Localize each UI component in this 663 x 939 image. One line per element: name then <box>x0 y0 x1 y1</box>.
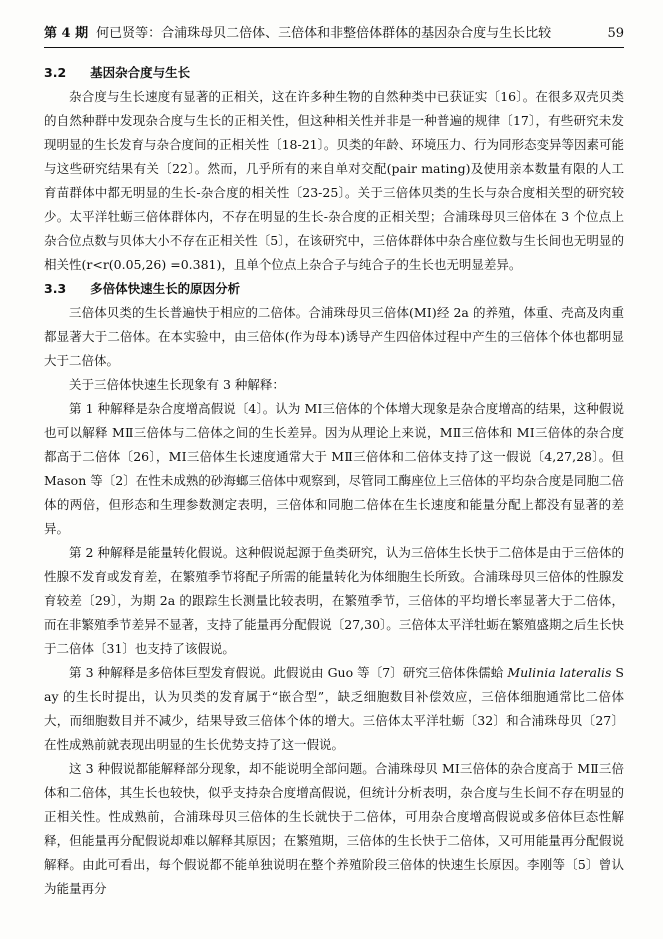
paragraph-explanation-2: 第 2 种解释是能量转化假说。这种假说起源于鱼类研究，认为三倍体生长快于二倍体是由于三倍体的性腺不发育或发育差，在繁殖季节将配子所需的能量转化为体细胞生长所致。合浦珠母贝三倍体的性腺发育较差〔29〕，为期 2a 的跟踪生长测量比较表明，在繁殖季节，三倍体的平均增长率显著大于二倍体，而在非繁殖季节差异不显著，支持了能量再分配假说〔27,30〕。三倍体太平洋牡蛎在繁殖盛期之后生长快于二倍体〔31〕也支持了该假说。 <box>44 545 624 656</box>
header-left <box>44 26 551 42</box>
paragraph-explanation-1: 第 1 种解释是杂合度增高假说〔4〕。认为 MⅠ三倍体的个体增大现象是杂合度增高的结果，这种假说也可以解释 MⅡ三倍体与二倍体之间的生长差异。因为从理论上来说，MⅡ三倍体和 MⅠ三倍体的杂合度都高于二倍体〔26〕，MⅠ三倍体生长速度通常大于 MⅡ三倍体和二倍体支持了这一假说〔4,27,28〕。但 Mason 等〔2〕在性未成熟的砂海螂三倍体中观察到，尽管同工酶座位上三倍体的平均杂合度是同胞二倍体的两倍，但形态和生理参数测定表明，三倍体和同胞二倍体在生长速度和能量分配上都没有显著的差异。 <box>44 401 624 536</box>
header-rule <box>44 47 624 48</box>
section-heading-3-2 <box>44 61 624 85</box>
paragraph-heterozygosity-growth: 杂合度与生长速度有显著的正相关，这在许多种生物的自然种类中已获证实〔16〕。在很多双壳贝类的自然种群中发现杂合度与生长的正相关性，但这种相关性并非是一种普遍的规律〔17〕，有些研究未发现明显的生长发育与杂合度间的正相关性〔18-21〕。贝类的年龄、环境压力、行为同形态变异等因素可能与这些研究结果有关〔22〕。然而，几乎所有的来自单对交配(pair mating)及使用亲本数量有限的人工育苗群体中都无明显的生长-杂合度的相关性〔23-25〕。关于三倍体贝类的生长与杂合度相关型的研究较少。太平洋牡蛎三倍体群体内，不存在明显的生长-杂合度的正相关型；合浦珠母贝三倍体在 3 个位点上杂合位点数与贝体大小不存在正相关性〔5〕，在该研究中，三倍体群体中杂合座位数与生长间也无明显的相关性(r<r(0.05,26) =0.381)，且单个位点上杂合子与纯合子的生长也无明显差异。 <box>44 89 624 272</box>
page-number: 59 <box>607 26 624 41</box>
text-fragment: Say 的生长时提出，认为贝类的发育属于“嵌合型”，缺乏细胞数目补偿效应，三倍体细胞通常比二倍体大，而细胞数目并不减少，结果导致三倍体个体的增大。三倍体太平洋牡蛎〔32〕和合浦珠母贝〔27〕在性成熟前就表现出明显的生长优势支持了这一假说。 <box>44 665 624 752</box>
section-title: 多倍体快速生长的原因分析 <box>90 281 241 296</box>
paragraph-explanation-3 <box>44 661 624 757</box>
species-name: Mulinia lateralis <box>507 665 612 680</box>
section-title: 基因杂合度与生长 <box>90 65 191 80</box>
section-number: 3.3 <box>44 281 67 296</box>
running-title: 何已贤等：合浦珠母贝二倍体、三倍体和非整倍体群体的基因杂合度与生长比较 <box>96 26 552 41</box>
section-heading-3-3 <box>44 277 624 301</box>
text-fragment: 第 3 种解释是多倍体巨型发育假说。此假说由 Guo 等〔7〕研究三倍体侏儒蛤 <box>69 665 508 680</box>
paragraph-three-explanations: 关于三倍体快速生长现象有 3 种解释： <box>69 377 285 392</box>
paragraph-discussion: 这 3 种假说都能解释部分现象，却不能说明全部问题。合浦珠母贝 MⅠ三倍体的杂合度高于 MⅡ三倍体和二倍体，其生长也较快，似乎支持杂合度增高假说，但统计分析表明，杂合度与生长间不存在明显的正相关性。性成熟前，合浦珠母贝三倍体的生长就快于二倍体，可用杂合度增高假说或多倍体巨态性解释，但能量再分配假说却难以解释其原因；在繁殖期，三倍体的生长快于二倍体，又可用能量再分配假说解释。由此可看出，每个假说都不能单独说明在整个养殖阶段三倍体的快速生长原因。李刚等〔5〕曾认为能量再分 <box>44 761 624 896</box>
issue-number: 第 4 期 <box>44 26 89 41</box>
paragraph-triploid-growth: 三倍体贝类的生长普遍快于相应的二倍体。合浦珠母贝三倍体(MⅠ)经 2a 的养殖，体重、壳高及肉重都显著大于二倍体。在本实验中，由三倍体(作为母本)诱导产生四倍体过程中产生的三倍体个体也都明显大于二倍体。 <box>44 305 624 368</box>
section-number: 3.2 <box>44 65 67 80</box>
running-header <box>44 26 624 42</box>
